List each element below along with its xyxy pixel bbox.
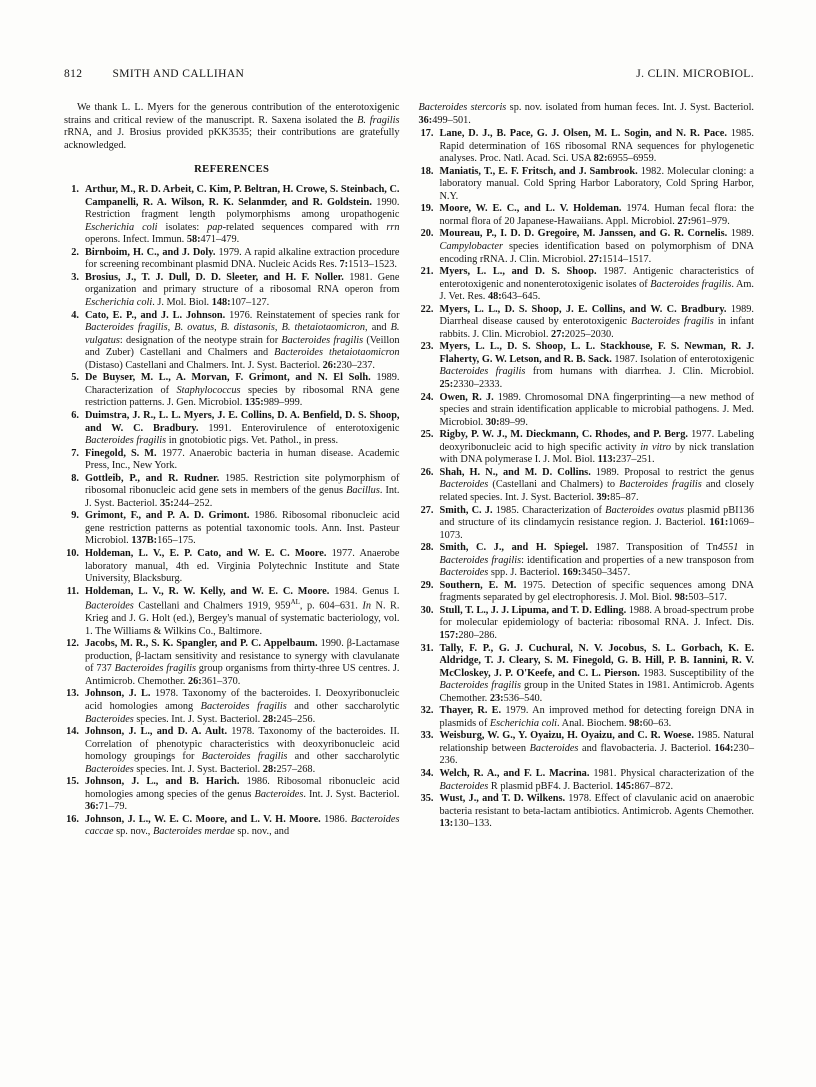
reference-number: 13. — [66, 688, 79, 700]
references-list-right — [419, 128, 755, 831]
reference-number: 12. — [66, 638, 79, 650]
reference-item: 4. Cato, E. P., and J. L. Johnson. 1976. Reinstatement of species rank for Bacteroides fragilis, B. ovatus, B. distasonis, B. thetaiotaomicron, and B. vulgatus: designation of the neotype strain for Bacteroides fragilis (Veillon and Zuber) Castellani and Chalmers and Bacteroides thetaiotaomicron (Distaso) Castellani and Chalmers. Int. J. Syst. Bacteriol. 26:230–237. — [64, 310, 400, 373]
reference-number: 17. — [420, 128, 434, 140]
reference-item: 22. Myers, L. L., D. S. Shoop, J. E. Collins, and W. C. Bradbury. 1989. Diarrheal disease caused by enterotoxigenic Bacteroides fragilis in infant rabbits. J. Clin. Microbiol. 27:2025–2030. — [419, 304, 755, 342]
reference-item: 21. Myers, L. L., and D. S. Shoop. 1987. Antigenic characteristics of enterotoxigenic and nonenterotoxigenic isolates of Bacteroides fragilis. Am. J. Vet. Res. 48:643–645. — [419, 266, 755, 304]
reference-item: 8. Gottleib, P., and R. Rudner. 1985. Restriction site polymorphism of ribosomal ribonucleic acid gene sets in members of the genus Bacillus. Int. J. Syst. Bacteriol. 35:244–252. — [64, 473, 400, 511]
reference-number: 22. — [420, 303, 434, 315]
page-number: 812 — [64, 68, 83, 80]
reference-number: 25. — [420, 429, 434, 441]
reference-number: 6. — [71, 409, 79, 421]
reference-item: 27. Smith, C. J. 1985. Characterization of Bacteroides ovatus plasmid pBI136 and structure of its clindamycin resistance region. J. Bacteriol. 161:1069–1073. — [419, 505, 755, 543]
reference-number: 34. — [420, 767, 434, 779]
reference-item: 14. Johnson, J. L., and D. A. Ault. 1978. Taxonomy of the bacteroides. II. Correlation of phenotypic characteristics with deoxyribonucleic acid homology groupings for Bacteroides fragilis and other saccharolytic Bacteroides species. Int. J. Syst. Bacteriol. 28:257–268. — [64, 726, 400, 776]
reference-item: 29. Southern, E. M. 1975. Detection of specific sequences among DNA fragments separated by gel electrophoresis. J. Mol. Biol. 98:503–517. — [419, 580, 755, 605]
page-header-left — [64, 68, 244, 80]
reference-number: 35. — [420, 793, 434, 805]
references-heading: REFERENCES — [194, 164, 270, 176]
reference-item: 1. Arthur, M., R. D. Arbeit, C. Kim, P. Beltran, H. Crowe, S. Steinbach, C. Campanelli, R. A. Wilson, R. K. Selanmder, and R. Goldstein. 1990. Restriction fragment length polymorphisms among uropathogenic Escherichia coli isolates: pap-related sequences compared with rrn operons. Infect. Immun. 58:471–479. — [64, 184, 400, 247]
reference-item: 30. Stull, T. L., J. J. Lipuma, and T. D. Edling. 1988. A broad-spectrum probe for molecular epidemiology of bacteria: ribosomal RNA. J. Infect. Dis. 157:280–286. — [419, 605, 755, 643]
reference-number: 26. — [420, 466, 434, 478]
reference-item: 34. Welch, R. A., and F. L. Macrina. 1981. Physical characterization of the Bacteroides R plasmid pBF4. J. Bacteriol. 145:867–872. — [419, 768, 755, 793]
reference-number: 32. — [420, 705, 434, 717]
reference-number: 5. — [71, 372, 79, 384]
reference-item: 33. Weisburg, W. G., Y. Oyaizu, H. Oyaizu, and C. R. Woese. 1985. Natural relationship between Bacteroides and flavobacteria. J. Bacteriol. 164:230–236. — [419, 730, 755, 768]
reference-item: 3. Brosius, J., T. J. Dull, D. D. Sleeter, and H. F. Noller. 1981. Gene organization and primary structure of a ribosomal RNA operon from Escherichia coli. J. Mol. Biol. 148:107–127. — [64, 272, 400, 310]
left-column — [64, 102, 400, 839]
reference-item: 20. Moureau, P., I. D. D. Gregoire, M. Janssen, and G. R. Cornelis. 1989. Campylobacter species identification based on polymorphism of DNA encoding rRNA. J. Clin. Microbiol. 27:1514–1517. — [419, 228, 755, 266]
reference-item: 2. Birnboim, H. C., and J. Doly. 1979. A rapid alkaline extraction procedure for screening recombinant plasmid DNA. Nucleic Acids Res. 7:1513–1523. — [64, 247, 400, 272]
reference-number: 23. — [420, 341, 434, 353]
reference-number: 27. — [420, 504, 434, 516]
references-list-left — [64, 184, 400, 839]
reference-item: 5. De Buyser, M. L., A. Morvan, F. Grimont, and N. El Solh. 1989. Characterization of Staphylococcus species by ribosomal RNA gene restriction patterns. J. Gen. Microbiol. 135:989–999. — [64, 372, 400, 410]
reference-number: 29. — [420, 579, 434, 591]
reference-number: 15. — [66, 776, 79, 788]
reference-item: 24. Owen, R. J. 1989. Chromosomal DNA fingerprinting—a new method of species and strain identification applicable to microbial pathogens. J. Med. Microbiol. 30:89–99. — [419, 392, 755, 430]
two-column-layout — [64, 102, 754, 839]
reference-item: 16. Johnson, J. L., W. E. C. Moore, and L. V. H. Moore. 1986. Bacteroides caccae sp. nov., Bacteroides merdae sp. nov., and — [64, 814, 400, 839]
reference-number: 18. — [420, 165, 434, 177]
reference-item: 28. Smith, C. J., and H. Spiegel. 1987. Transposition of Tn4551 in Bacteroides fragilis: identification and properties of a new transposon from Bacteroides spp. J. Bacteriol. 169:3450–3457. — [419, 542, 755, 580]
reference-number: 9. — [71, 510, 79, 522]
reference-item: 7. Finegold, S. M. 1977. Anaerobic bacteria in human disease. Academic Press, Inc., New York. — [64, 448, 400, 473]
reference-number: 14. — [66, 726, 79, 738]
reference-number: 24. — [420, 391, 434, 403]
journal-name: J. CLIN. MICROBIOL. — [636, 68, 754, 80]
reference-number: 10. — [66, 547, 79, 559]
reference-number: 21. — [420, 266, 434, 278]
reference-item: 10. Holdeman, L. V., E. P. Cato, and W. E. C. Moore. 1977. Anaerobe laboratory manual, 4th ed. Virginia Polytechnic Institute and State University, Blacksburg. — [64, 548, 400, 586]
reference-item: 15. Johnson, J. L., and B. Harich. 1986. Ribosomal ribonucleic acid homologies among species of the genus Bacteroides. Int. J. Syst. Bacteriol. 36:71–79. — [64, 776, 400, 814]
reference-number: 31. — [420, 642, 434, 654]
reference-item: 17. Lane, D. J., B. Pace, G. J. Olsen, M. L. Sogin, and N. R. Pace. 1985. Rapid determination of 16S ribosomal RNA sequences for phylogenetic analyses. Proc. Natl. Acad. Sci. USA 82:6955–6959. — [419, 128, 755, 166]
acknowledgments-paragraph: We thank L. L. Myers for the generous contribution of the enterotoxigenic strains and critical review of the manuscript. R. Saxena isolated the B. fragilis rRNA, and J. Brosius provided pKK3535; their contributions are gratefully acknowledged. — [64, 102, 400, 151]
reference-number: 28. — [420, 542, 434, 554]
reference-number: 7. — [71, 447, 79, 459]
reference-number: 20. — [420, 228, 434, 240]
reference-number: 19. — [420, 203, 434, 215]
right-column — [419, 102, 755, 839]
reference-number: 1. — [71, 184, 79, 196]
reference-item: 18. Maniatis, T., E. F. Fritsch, and J. Sambrook. 1982. Molecular cloning: a laboratory manual. Cold Spring Harbor Laboratory, Cold Spring Harbor, N.Y. — [419, 166, 755, 204]
reference-number: 33. — [420, 730, 434, 742]
reference-item: 19. Moore, W. E. C., and L. V. Holdeman. 1974. Human fecal flora: the normal flora of 20 Japanese-Hawaiians. Appl. Microbiol. 27:961–979. — [419, 203, 755, 228]
page-header — [64, 68, 754, 80]
reference-number: 11. — [66, 585, 79, 597]
reference-item: 31. Tally, F. P., G. J. Cuchural, N. V. Jocobus, S. L. Gorbach, K. E. Aldridge, T. J. Cleary, S. M. Finegold, G. B. Hill, P. B. Iannini, R. V. McCloskey, J. P. O'Keefe, and C. L. Pierson. 1983. Susceptibility of the Bacteroides fragilis group in the United States in 1981. Antimicrob. Agents Chemother. 23:536–540. — [419, 643, 755, 706]
reference-continuation: Bacteroides stercoris sp. nov. isolated from human feces. Int. J. Syst. Bacteriol. 36:499–501. — [418, 102, 755, 126]
page-content — [64, 68, 754, 839]
reference-number: 4. — [71, 309, 79, 321]
reference-item: 32. Thayer, R. E. 1979. An improved method for detecting foreign DNA in plasmids of Escherichia coli. Anal. Biochem. 98:60–63. — [419, 705, 755, 730]
reference-number: 30. — [420, 604, 434, 616]
reference-item: 23. Myers, L. L., D. S. Shoop, L. L. Stackhouse, F. S. Newman, R. J. Flaherty, G. W. Letson, and R. B. Sack. 1987. Isolation of enterotoxigenic Bacteroides fragilis from humans with diarrhea. J. Clin. Microbiol. 25:2330–2333. — [419, 341, 755, 391]
reference-number: 3. — [71, 271, 79, 283]
reference-number: 2. — [71, 246, 79, 258]
reference-item: 12. Jacobs, M. R., S. K. Spangler, and P. C. Appelbaum. 1990. β-Lactamase production, β-lactam sensitivity and resistance to synergy with clavulanate of 737 Bacteroides fragilis group organisms from thirty-three US centres. J. Antimicrob. Chemother. 26:361–370. — [64, 638, 400, 688]
reference-number: 8. — [71, 472, 79, 484]
reference-item: 26. Shah, H. N., and M. D. Collins. 1989. Proposal to restrict the genus Bacteroides (Castellani and Chalmers) to Bacteroides fragilis and closely related species. Int. J. Syst. Bacteriol. 39:85–87. — [419, 467, 755, 505]
reference-item: 13. Johnson, J. L. 1978. Taxonomy of the bacteroides. I. Deoxyribonucleic acid homologies among Bacteroides fragilis and other saccharolytic Bacteroides species. Int. J. Syst. Bacteriol. 28:245–256. — [64, 688, 400, 726]
reference-item: 35. Wust, J., and T. D. Wilkens. 1978. Effect of clavulanic acid on anaerobic bacteria resistant to beta-lactam antibiotics. Antimicrob. Agents Chemother. 13:130–133. — [419, 793, 755, 831]
reference-item: 6. Duimstra, J. R., L. L. Myers, J. E. Collins, D. A. Benfield, D. S. Shoop, and W. C. Bradbury. 1991. Enterovirulence of enterotoxigenic Bacteroides fragilis in gnotobiotic pigs. Vet. Pathol., in press. — [64, 410, 400, 448]
reference-item: 11. Holdeman, L. V., R. W. Kelly, and W. E. C. Moore. 1984. Genus I. Bacteroides Castellani and Chalmers 1919, $959^{AL}$, p. 604–631. In N. R. Krieg and J. G. Holt (ed.), Bergey's manual of systematic bacteriology, vol. 1. The Williams & Wilkins Co., Baltimore. — [64, 586, 400, 639]
reference-number: 16. — [66, 813, 79, 825]
running-title: SMITH AND CALLIHAN — [112, 68, 245, 80]
reference-item: 9. Grimont, F., and P. A. D. Grimont. 1986. Ribosomal ribonucleic acid gene restriction patterns as potential taxonomic tools. Ann. Inst. Pasteur Microbiol. 137B:165–175. — [64, 510, 400, 548]
reference-item: 25. Rigby, P. W. J., M. Dieckmann, C. Rhodes, and P. Berg. 1977. Labeling deoxyribonucleic acid to high specific activity in vitro by nick translation with DNA polymerase I. J. Mol. Biol. 113:237–251. — [419, 429, 755, 467]
